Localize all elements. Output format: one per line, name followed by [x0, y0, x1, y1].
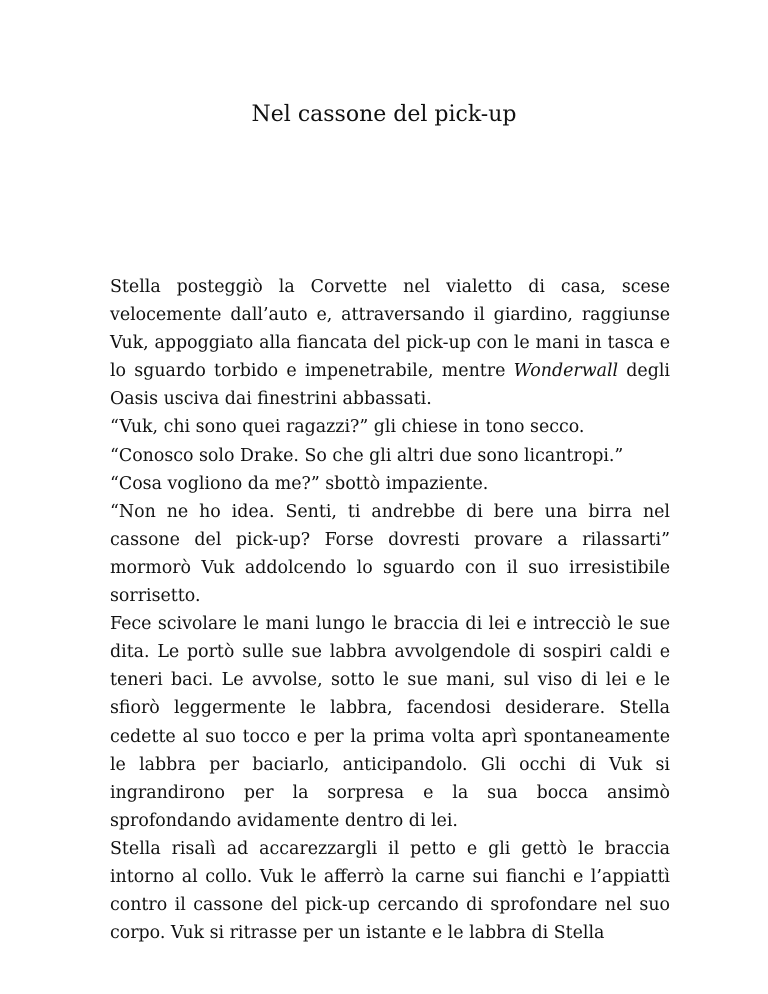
- paragraph: [110, 273, 670, 413]
- paragraph: Stella risalì ad accarezzargli il petto e gli gettò le braccia intorno al collo. Vuk le afferrò la carne sui fianchi e l’appiattì contro il cassone del pick-up cercando di sprofondare nel suo corpo. Vuk si ritrasse per un istante e le labbra di Stella: [110, 838, 670, 944]
- paragraph: “Non ne ho idea. Senti, ti andrebbe di bere una birra nel cassone del pick-up? Forse dovresti provare a rilassarti” mormorò Vuk addolcendo lo sguardo con il suo irresistibile sorrisetto.: [110, 501, 670, 607]
- paragraph: “Cosa vogliono da me?” sbottò impaziente.: [110, 473, 489, 494]
- body-text: [110, 273, 670, 947]
- chapter-title: Nel cassone del pick-up: [251, 102, 517, 127]
- paragraph-text: Stella posteggiò la Corvette nel vialetto di casa, scese velocemente dall’auto e, attraversando il giardino, raggiunse Vuk, appoggiato alla fiancata del pick-up con le mani in tasca e lo sguardo torbido e impenetrabile, mentre: [110, 277, 670, 382]
- paragraph: “Conosco solo Drake. So che gli altri due sono licantropi.”: [110, 445, 624, 466]
- paragraph: Fece scivolare le mani lungo le braccia di lei e intrecciò le sue dita. Le portò sulle sue labbra avvolgendole di sospiri caldi e teneri baci. Le avvolse, sotto le sue mani, sul viso di lei e le sfiorò leggermente le labbra, facendosi desiderare. Stella cedette al suo tocco e per la prima volta aprì spontaneamente le labbra per baciarlo, anticipandolo. Gli occhi di Vuk si ingrandirono per la sorpresa e la sua bocca ansimò sprofondando avidamente dentro di lei.: [110, 614, 670, 831]
- song-title: Wonderwall: [513, 361, 619, 382]
- paragraph-text: degli Oasis usciva dai finestrini abbassati.: [110, 361, 670, 410]
- paragraph: “Vuk, chi sono quei ragazzi?” gli chiese in tono secco.: [110, 417, 585, 438]
